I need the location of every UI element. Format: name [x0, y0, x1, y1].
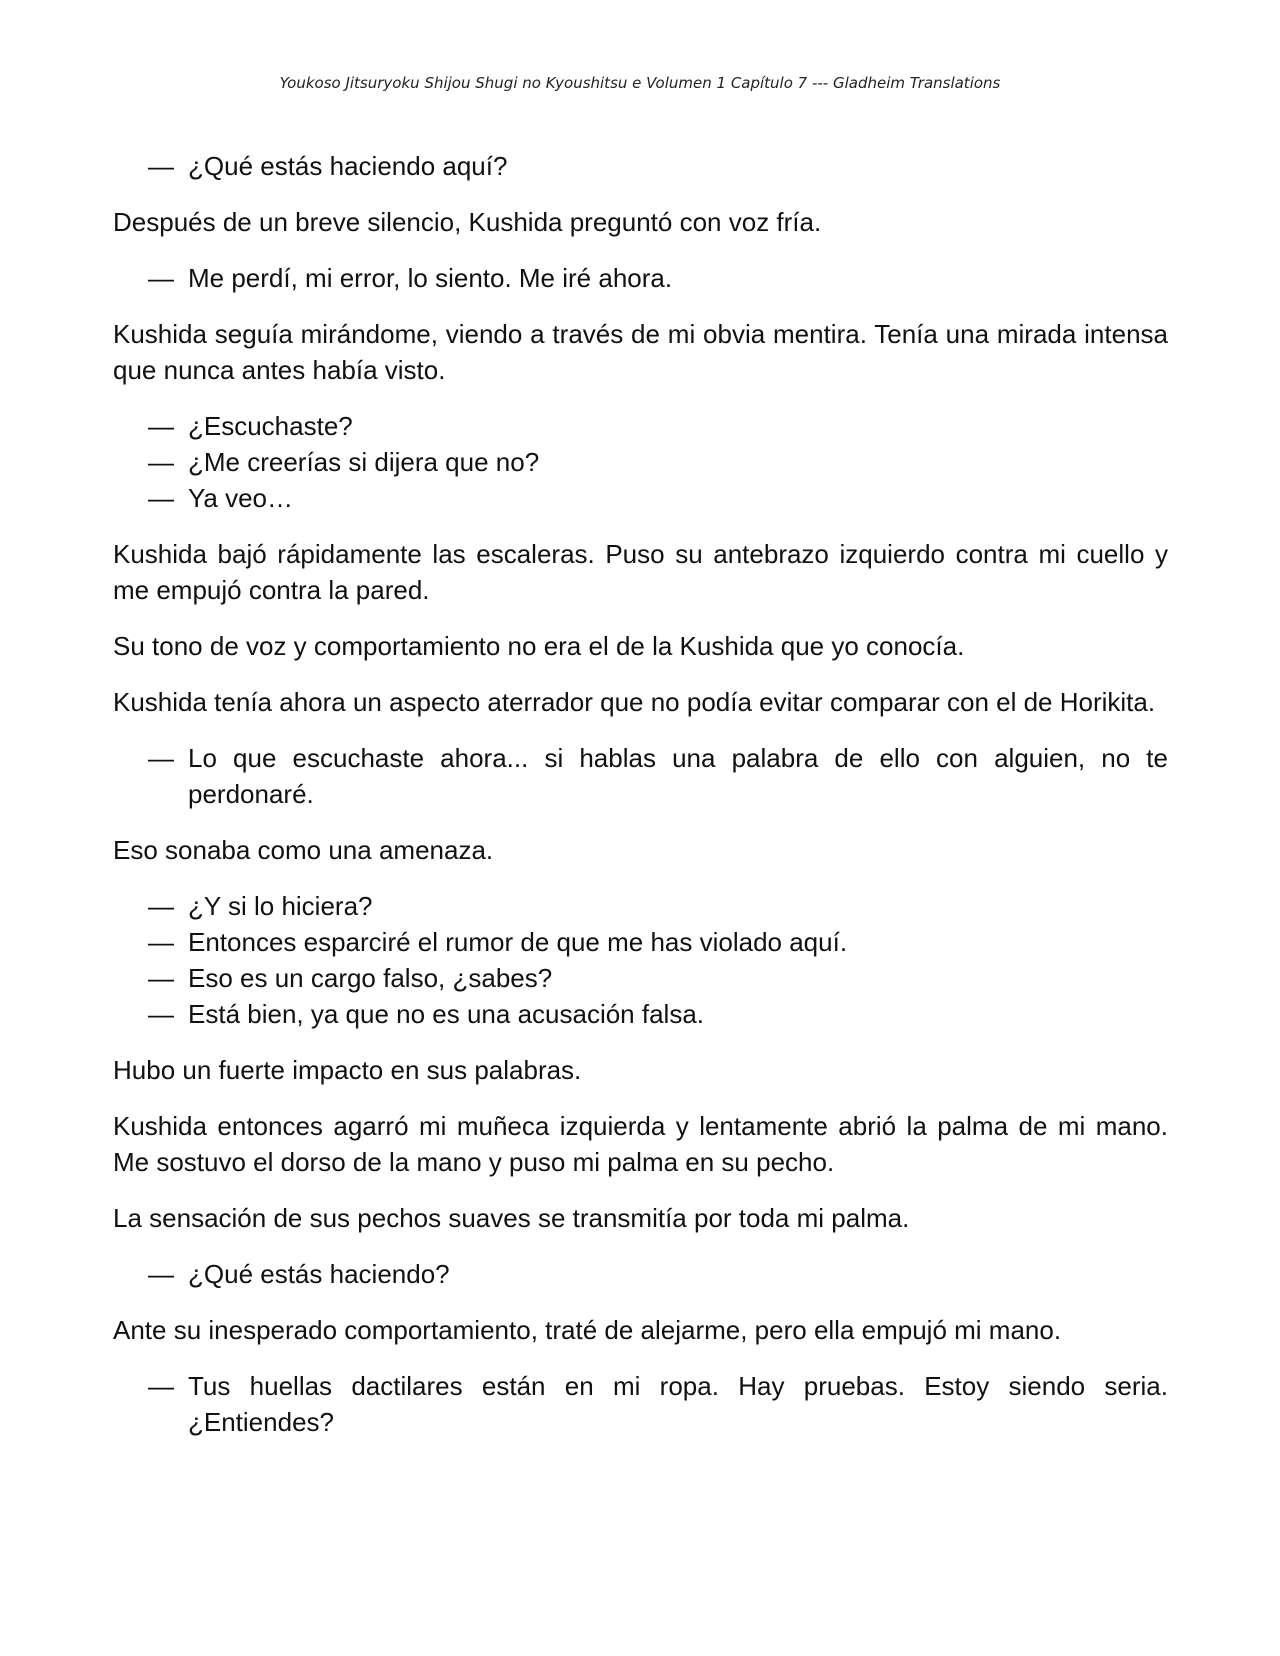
dialogue-text: ¿Qué estás haciendo aquí?	[188, 151, 508, 181]
dialogue-dash: —	[148, 447, 174, 477]
dialogue-line	[113, 924, 1168, 960]
dialogue-line	[113, 444, 1168, 480]
dialogue-line	[113, 960, 1168, 996]
dialogue-text: Entonces esparciré el rumor de que me has violado aquí.	[188, 927, 848, 957]
dialogue-text: ¿Escuchaste?	[188, 411, 353, 441]
dialogue-group	[113, 1368, 1168, 1440]
dialogue-group	[113, 740, 1168, 812]
running-header: Youkoso Jitsuryoku Shijou Shugi no Kyoushitsu e Volumen 1 Capítulo 7 --- Gladheim Translations	[279, 74, 1001, 92]
narration-paragraph: Su tono de voz y comportamiento no era el de la Kushida que yo conocía.	[113, 631, 965, 661]
dialogue-text: Tus huellas dactilares están en mi ropa. Hay pruebas. Estoy siendo seria. ¿Entiendes?	[188, 1371, 1168, 1437]
dialogue-line	[113, 260, 1168, 296]
dialogue-group	[113, 148, 1168, 184]
dialogue-line	[113, 996, 1168, 1032]
narration-paragraph: Kushida entonces agarró mi muñeca izquierda y lentamente abrió la palma de mi mano. Me sostuvo el dorso de la mano y puso mi palma en su pecho.	[113, 1111, 1168, 1177]
narration-paragraph: Ante su inesperado comportamiento, traté de alejarme, pero ella empujó mi mano.	[113, 1315, 1062, 1345]
dialogue-text: Eso es un cargo falso, ¿sabes?	[188, 963, 553, 993]
dialogue-dash: —	[148, 963, 174, 993]
narration-paragraph: Eso sonaba como una amenaza.	[113, 835, 494, 865]
dialogue-dash: —	[148, 483, 174, 513]
dialogue-dash: —	[148, 263, 174, 293]
narration-paragraph: Kushida bajó rápidamente las escaleras. Puso su antebrazo izquierdo contra mi cuello y me empujó contra la pared.	[113, 539, 1168, 605]
dialogue-line	[113, 1256, 1168, 1292]
body-text	[113, 148, 1168, 1460]
dialogue-text: ¿Me creerías si dijera que no?	[188, 447, 540, 477]
dialogue-line	[113, 148, 1168, 184]
dialogue-dash: —	[148, 1371, 174, 1401]
dialogue-text: Ya veo…	[188, 483, 294, 513]
dialogue-dash: —	[148, 927, 174, 957]
dialogue-dash: —	[148, 1259, 174, 1289]
dialogue-line	[113, 888, 1168, 924]
dialogue-dash: —	[148, 411, 174, 441]
narration-paragraph: La sensación de sus pechos suaves se transmitía por toda mi palma.	[113, 1203, 910, 1233]
dialogue-dash: —	[148, 999, 174, 1029]
dialogue-line	[113, 408, 1168, 444]
narration-paragraph: Kushida seguía mirándome, viendo a través de mi obvia mentira. Tenía una mirada intensa que nunca antes había visto.	[113, 319, 1168, 385]
narration-paragraph: Kushida tenía ahora un aspecto aterrador que no podía evitar comparar con el de Horikita.	[113, 687, 1156, 717]
dialogue-text: Lo que escuchaste ahora... si hablas una palabra de ello con alguien, no te perdonaré.	[188, 743, 1168, 809]
dialogue-group	[113, 1256, 1168, 1292]
dialogue-text: ¿Qué estás haciendo?	[188, 1259, 450, 1289]
narration-paragraph: Hubo un fuerte impacto en sus palabras.	[113, 1055, 582, 1085]
dialogue-line	[113, 740, 1168, 812]
dialogue-group	[113, 888, 1168, 1032]
dialogue-dash: —	[148, 151, 174, 181]
dialogue-text: Está bien, ya que no es una acusación falsa.	[188, 999, 705, 1029]
dialogue-dash: —	[148, 891, 174, 921]
dialogue-text: Me perdí, mi error, lo siento. Me iré ahora.	[188, 263, 673, 293]
narration-paragraph: Después de un breve silencio, Kushida preguntó con voz fría.	[113, 207, 822, 237]
dialogue-dash: —	[148, 743, 174, 773]
dialogue-text: ¿Y si lo hiciera?	[188, 891, 373, 921]
dialogue-line	[113, 480, 1168, 516]
dialogue-group	[113, 408, 1168, 516]
dialogue-line	[113, 1368, 1168, 1440]
dialogue-group	[113, 260, 1168, 296]
